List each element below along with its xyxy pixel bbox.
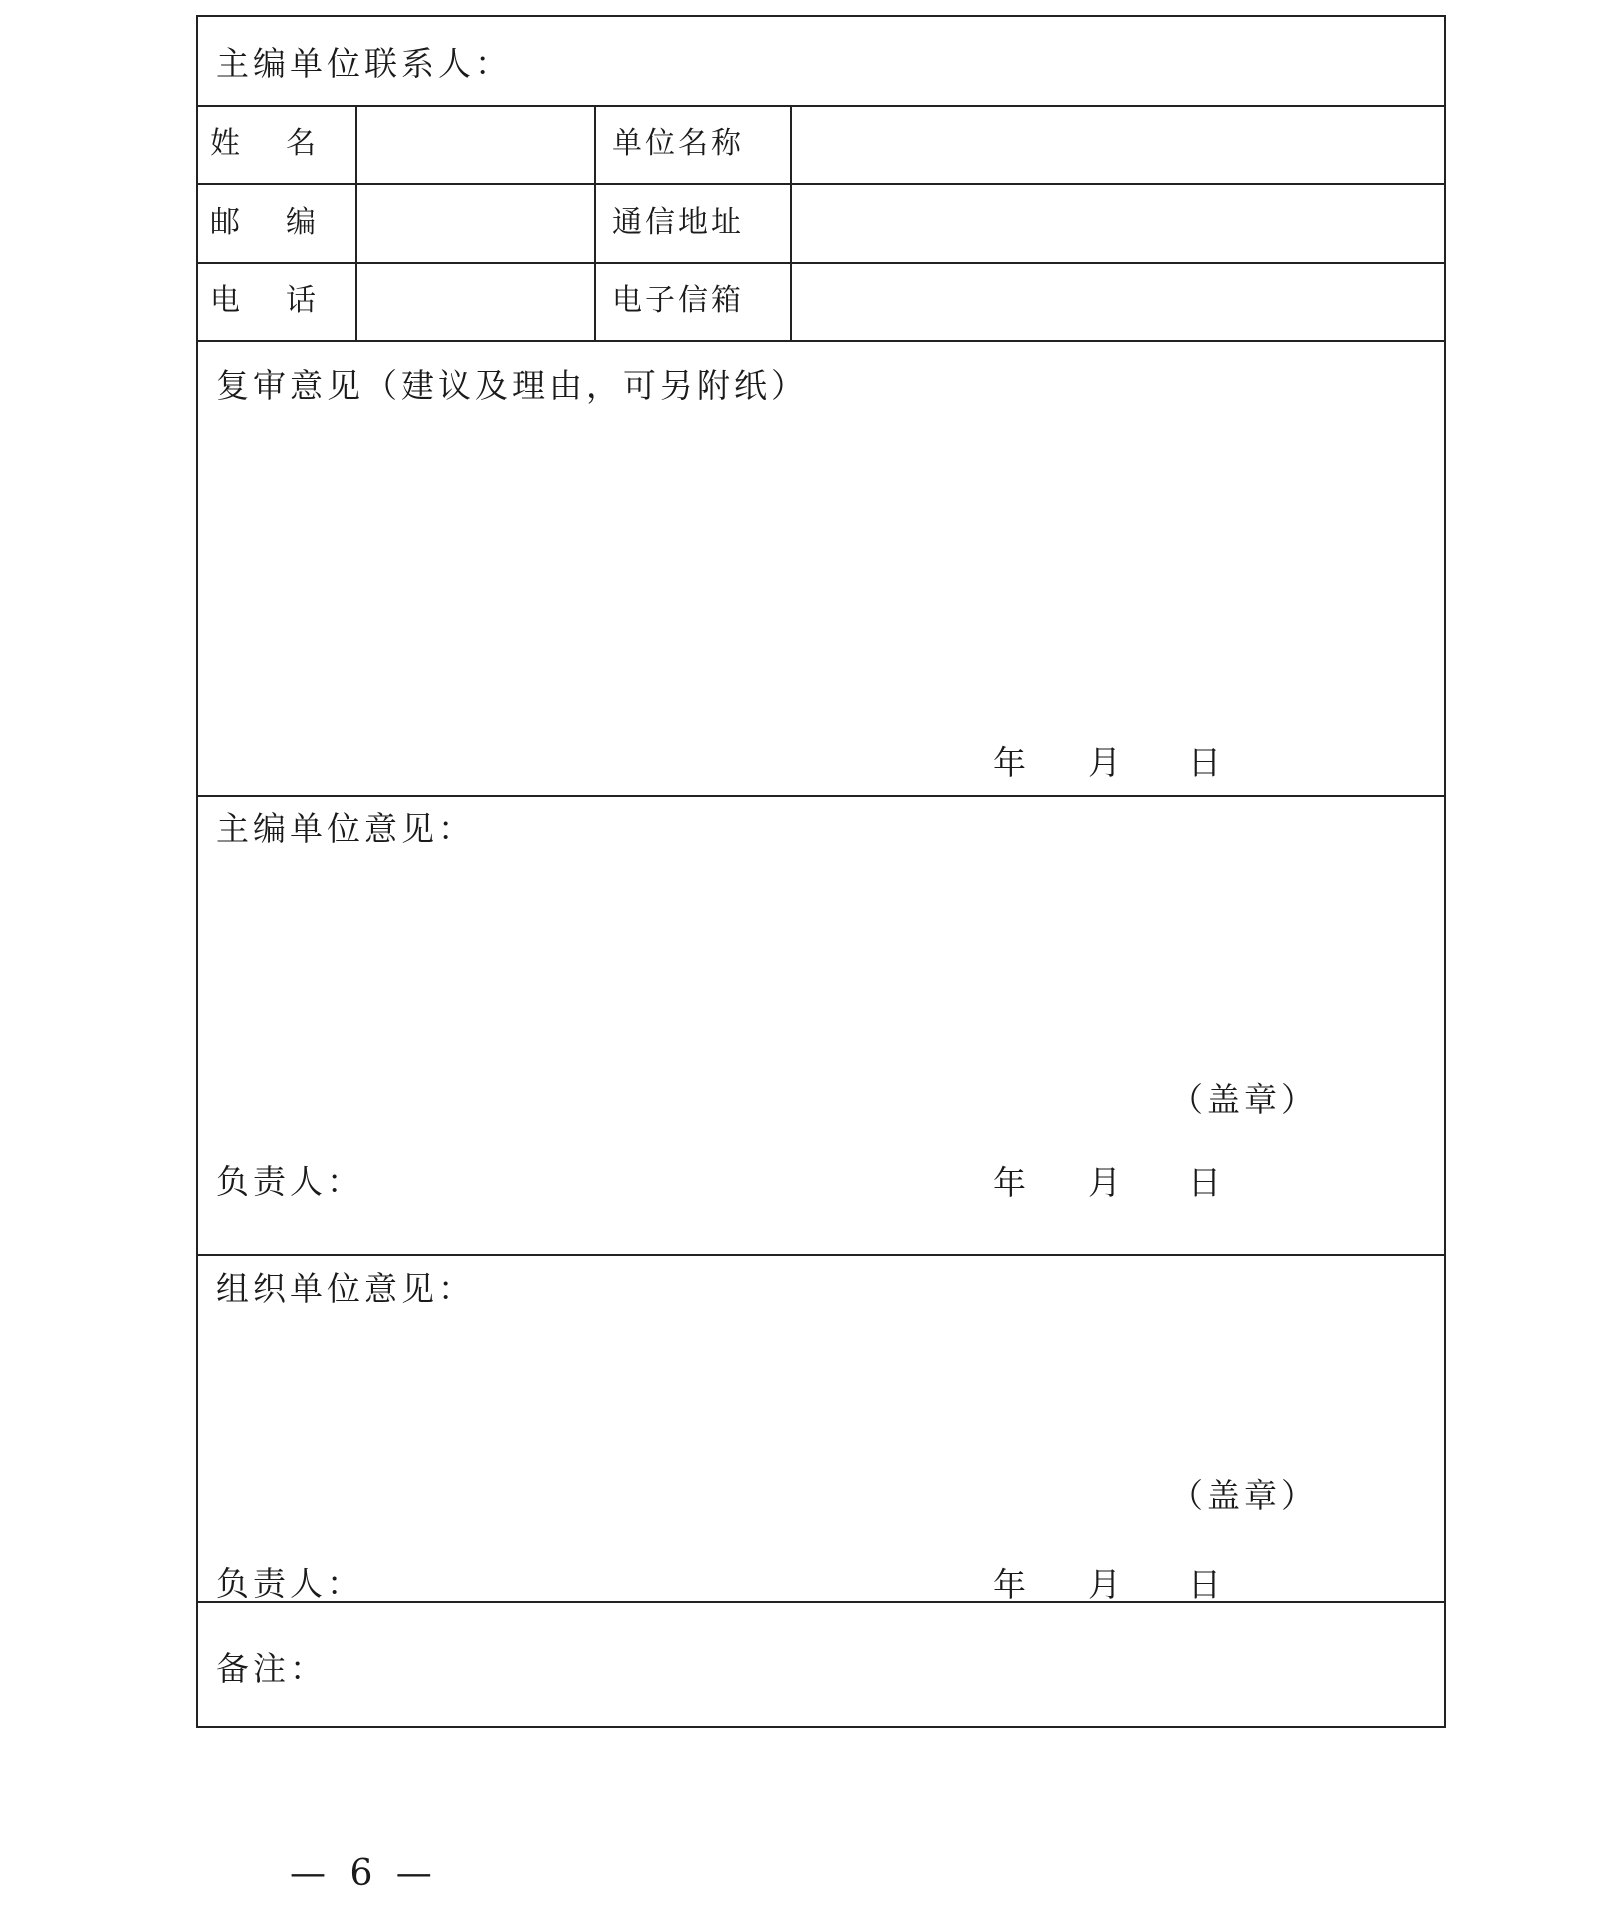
section-divider (198, 1601, 1444, 1603)
date-month-label: 月 (1088, 743, 1121, 782)
review-opinion-title: 复审意见（建议及理由，可另附纸） (216, 366, 808, 405)
date-day-label: 日 (1188, 1565, 1221, 1604)
column-divider (790, 105, 792, 340)
review-date (198, 737, 1444, 782)
date-month-label: 月 (1088, 1565, 1121, 1604)
phone-label: 电 话 (210, 283, 324, 318)
organizer-opinion-title: 组织单位意见： (216, 1269, 475, 1308)
editor-responsible-label: 负责人： (216, 1162, 364, 1201)
row-divider (198, 262, 1444, 264)
editor-seal-label: （盖章） (1170, 1080, 1318, 1119)
mailing-address-field[interactable] (804, 208, 1424, 242)
remarks-title: 备注： (216, 1649, 327, 1688)
editor-opinion-title: 主编单位意见： (216, 809, 475, 848)
column-divider (594, 105, 596, 340)
row-divider (198, 105, 1444, 107)
section-divider (198, 795, 1444, 797)
editor-date (198, 1157, 1444, 1202)
phone-field[interactable] (368, 286, 578, 320)
email-field[interactable] (804, 286, 1424, 320)
organizer-responsible-label: 负责人： (216, 1564, 364, 1603)
page-number: — 6 — (290, 1853, 438, 1894)
name-field[interactable] (368, 129, 578, 163)
unit-name-field[interactable] (804, 129, 1424, 163)
review-form-table (196, 15, 1446, 1728)
mailing-address-label: 通信地址 (612, 205, 744, 240)
date-year-label: 年 (993, 1163, 1026, 1202)
organizer-seal-label: （盖章） (1170, 1476, 1318, 1515)
unit-name-label: 单位名称 (612, 126, 744, 161)
column-divider (355, 105, 357, 340)
row-divider (198, 340, 1444, 342)
organizer-date (198, 1559, 1444, 1604)
postcode-field[interactable] (368, 208, 578, 242)
date-year-label: 年 (993, 743, 1026, 782)
name-label: 姓 名 (210, 126, 324, 161)
postcode-label: 邮 编 (210, 205, 324, 240)
section-divider (198, 1254, 1444, 1256)
date-day-label: 日 (1188, 743, 1221, 782)
date-day-label: 日 (1188, 1163, 1221, 1202)
contact-section-title: 主编单位联系人： (216, 44, 512, 83)
row-divider (198, 183, 1444, 185)
date-year-label: 年 (993, 1565, 1026, 1604)
date-month-label: 月 (1088, 1163, 1121, 1202)
email-label: 电子信箱 (612, 283, 744, 318)
